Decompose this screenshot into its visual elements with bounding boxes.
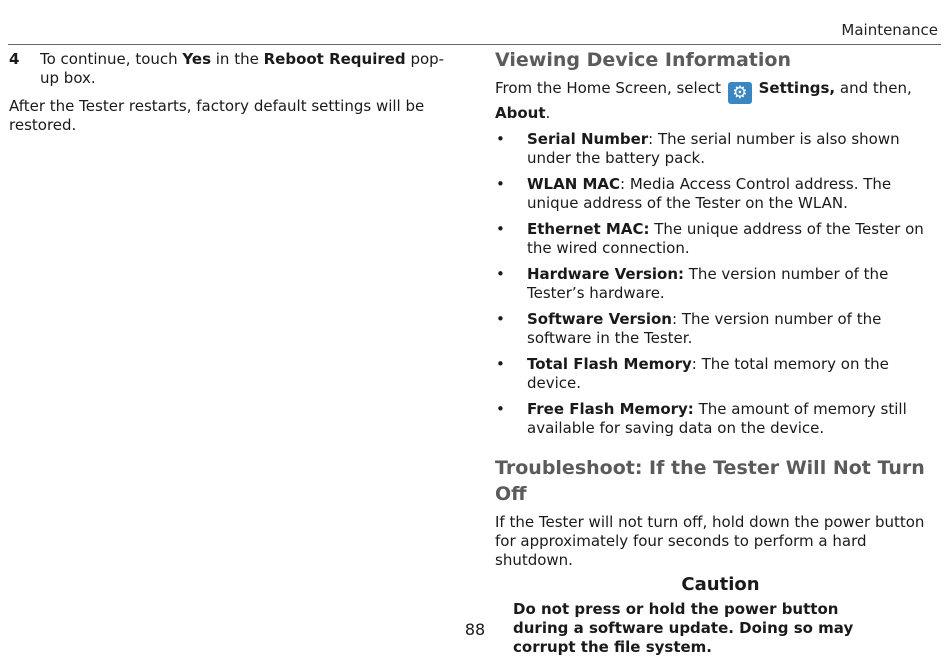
bullet-icon: • [496, 175, 505, 193]
bullet-term: Total Flash Memory [527, 355, 692, 373]
intro-paragraph [495, 79, 940, 123]
list-item [495, 400, 940, 438]
troubleshoot-paragraph: If the Tester will not turn off, hold down the power button for approximately four seconds to perform a hard shutdown. [495, 513, 925, 569]
bullet-icon: • [496, 400, 505, 418]
bullet-term: Ethernet MAC: [527, 220, 650, 238]
list-item [495, 130, 940, 168]
bullet-icon: • [496, 130, 505, 148]
intro-text: and then, [835, 79, 912, 97]
caution-text: Do not press or hold the power button during a software update. Doing so may corrupt the file system. [513, 600, 854, 656]
bullet-term: Software Version [527, 310, 672, 328]
bullet-icon: • [496, 355, 505, 373]
bullet-term: WLAN MAC [527, 175, 621, 193]
step-yes-term: Yes [182, 50, 211, 68]
list-item [495, 310, 940, 348]
bullet-term: Hardware Version: [527, 265, 684, 283]
bullet-icon: • [496, 220, 505, 238]
bullet-term: Serial Number [527, 130, 649, 148]
header-rule [8, 44, 941, 45]
running-header: Maintenance [841, 21, 938, 39]
bullet-term: Free Flash Memory: [527, 400, 694, 418]
settings-gear-icon: ⚙ [728, 82, 752, 104]
step-reboot-term: Reboot Required [263, 50, 406, 68]
page-number: 88 [464, 620, 486, 639]
list-item [495, 175, 940, 213]
intro-settings-term: Settings, [758, 79, 836, 97]
step-text [40, 50, 449, 88]
list-item [495, 355, 940, 393]
step-text-part: pop-up box. [40, 50, 445, 87]
device-info-list [495, 130, 940, 438]
heading-viewing-device-info: Viewing Device Information [495, 49, 791, 71]
list-item [495, 220, 940, 258]
bullet-desc: : The version number of the software in the Tester. [527, 310, 882, 347]
heading-troubleshoot: Troubleshoot: If the Tester Will Not Turn Off [495, 457, 925, 505]
caution-title: Caution [681, 574, 760, 595]
bullet-desc: The amount of memory still available for saving data on the device. [527, 400, 907, 437]
bullet-desc: : The serial number is also shown under the battery pack. [527, 130, 900, 167]
list-item [495, 265, 940, 303]
right-column [495, 47, 940, 657]
restore-paragraph: After the Tester restarts, factory default settings will be restored. [9, 97, 425, 134]
step-number: 4 [9, 50, 20, 68]
left-column [9, 50, 449, 135]
bullet-desc: The version number of the Tester’s hardware. [527, 265, 889, 302]
bullet-icon: • [496, 265, 505, 283]
step-text-part: To continue, touch [40, 50, 183, 68]
step-text-part: in the [211, 50, 264, 68]
intro-text: . [545, 104, 551, 122]
bullet-desc: The unique address of the Tester on the wired connection. [527, 220, 924, 257]
bullet-icon: • [496, 310, 505, 328]
intro-about-term: About [495, 104, 546, 122]
bullet-desc: : Media Access Control address. The unique address of the Tester on the WLAN. [527, 175, 892, 212]
bullet-desc: : The total memory on the device. [527, 355, 889, 392]
intro-text: From the Home Screen, select [495, 79, 726, 97]
step-4 [9, 50, 449, 88]
